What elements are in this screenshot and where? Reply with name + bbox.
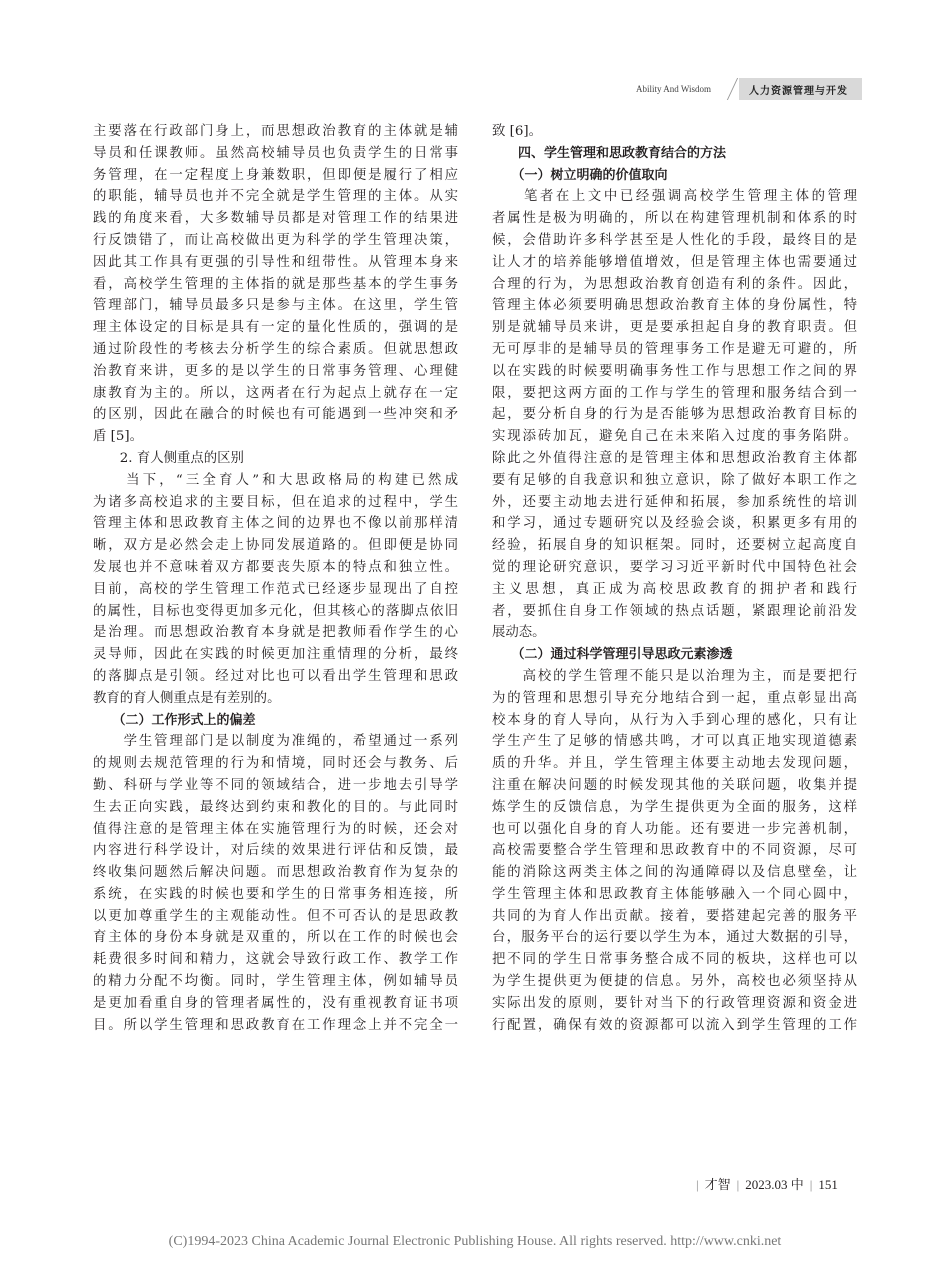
text-line: 限，要把这两方面的工作与学生的管理和服务结合到一 [492,385,857,401]
text-line: 者，要抓住自身工作领域的热点话题，紧跟理论前沿发 [492,603,857,619]
text-line: 觉的理论研究意识，要学习习近平新时代中国特色社会 [492,559,857,575]
text-line: （二）工作形式上的偏差 [93,712,256,728]
text-line: 校本身的育人导向，从行为入手到心理的感化，只有让 [492,712,857,728]
text-line: 主义思想，真正成为高校思政教育的拥护者和践行 [492,581,857,597]
text-line: 践的角度来看，大多数辅导员都是对管理工作的结果进 [93,211,458,227]
text-line: 是治理。而思想政治教育本身就是把教师看作学生的心 [93,625,458,641]
text-line: 看，高校学生管理的主体指的就是那些基本的学生事务 [93,276,458,292]
text-line: 盾 [5]。 [93,429,144,445]
text-line: 起，要分析自身的行为是否能够为思想政治教育目标的 [492,407,857,423]
text-line: 共同的为育人作出贡献。接着，要搭建起完善的服务平 [492,908,857,924]
text-line: 因此其工作具有更强的引导性和纽带性。从管理本身来 [93,254,458,270]
text-line: 炼学生的反馈信息，为学生提供更为全面的服务，这样 [492,799,857,815]
text-line: 为诸多高校追求的主要目标，但在追求的过程中，学生 [93,494,458,510]
text-line: 实际出发的原则，要针对当下的行政管理资源和资金进 [492,995,857,1011]
text-line: 让人才的培养能够增值增效，但是管理主体也需要通过 [492,254,857,270]
text-line: 的属性，目标也变得更加多元化，但其核心的落脚点依旧 [93,603,458,619]
text-line: 管理部门，辅导员最多只是参与主体。在这里，学生管 [93,298,458,314]
text-line: 目。所以学生管理和思政教育在工作理念上并不完全一 [93,1017,458,1033]
text-line: 学生产生了足够的情感共鸣，才可以真正地实现道德素 [492,734,857,750]
text-line: 以在实践的时候要明确事务性工作与思想工作之间的界 [492,363,857,379]
text-line: 耗费很多时间和精力，这就会导致行政工作、教学工作 [93,952,458,968]
right-column [492,121,857,1036]
text-line: 学生管理主体和思政教育主体能够融入一个同心圆中， [492,886,857,902]
section-title: 人力资源管理与开发 [739,78,862,100]
page-number: 151 [818,1177,838,1192]
text-line: 治教育来讲，更多的是以学生的日常事务管理、心理健 [93,363,458,379]
text-line: 为学生提供更为便捷的信息。另外，高校也必须坚持从 [492,974,857,990]
running-header [630,78,862,100]
text-line: 学生管理部门是以制度为准绳的，希望通过一系列 [93,734,458,750]
text-line: 外，还要主动地去进行延伸和拓展，参加系统性的培训 [492,494,857,510]
text-line: 是更加看重自身的管理者属性的，没有重视教育证书项 [93,995,458,1011]
text-line: 终收集问题然后解决问题。而思想政治教育作为复杂的 [93,865,458,881]
left-column [93,121,458,1036]
text-line: 康教育为主的。所以，这两者在行为起点上就存在一定 [93,385,458,401]
text-line: 教育的育人侧重点是有差别的。 [93,690,281,706]
text-line: 务管理，在一定程度上身兼数职，但即便是履行了相应 [93,167,458,183]
text-line: 经验，拓展自身的知识框架。同时，还要树立起高度自 [492,538,857,554]
text-line: 育主体的身份本身就是双重的，所以在工作的时候也会 [93,930,458,946]
text-line: 2. 育人侧重点的区别 [93,450,244,466]
text-line: 注重在解决问题的时候发现其他的关联问题，收集并提 [492,777,857,793]
text-line: 能的消除这两类主体之间的沟通障碍以及信息壁垒，让 [492,865,857,881]
text-line: 实现添砖加瓦，避免自己在未来陷入过度的事务陷阱。 [492,429,857,445]
text-line: 要有足够的自我意识和独立意识，除了做好本职工作之 [492,472,857,488]
text-line: 别是就辅导员来讲，更是要承担起自身的教育职责。但 [492,320,857,336]
journal-english-name: Ability And Wisdom [636,84,711,94]
text-line: 内容进行科学设计，对后续的效果进行评估和反馈，最 [93,843,458,859]
copyright-notice: (C)1994-2023 China Academic Journal Electronic Publishing House. All rights reserved. http://www.cnki.net [168,1234,782,1249]
text-line: 目前，高校的学生管理工作范式已经逐步显现出了自控 [93,581,458,597]
page-footer: | 才智 | 2023.03 中 | 151 [696,1177,838,1192]
text-line: 勤、科研与学业等不同的领域结合，进一步地去引导学 [93,777,458,793]
text-line: 管理主体和思政教育主体之间的边界也不像以前那样清 [93,516,458,532]
text-line: 行配置，确保有效的资源都可以流入到学生管理的工作 [492,1017,857,1033]
text-line: 以更加尊重学生的主观能动性。但不可否认的是思政教 [93,908,458,924]
text-line: 高校的学生管理不能只是以治理为主，而是要把行 [492,668,857,684]
text-line: 理主体设定的目标是具有一定的量化性质的，强调的是 [93,320,458,336]
text-line: 晰，双方是必然会走上协同发展道路的。但即便是协同 [93,538,458,554]
text-line: 的职能，辅导员也并不完全就是学生管理的主体。从实 [93,189,458,205]
text-line: 无可厚非的是辅导员的管理事务工作是避无可避的，所 [492,341,857,357]
text-line: 灵导师，因此在实践的时候更加注重情理的分析，最终 [93,647,458,663]
text-line: 行反馈错了，而让高校做出更为科学的学生管理决策， [93,232,458,248]
text-line: 合理的行为，为思想政治教育创造有利的条件。因此， [492,276,857,292]
text-line: 把不同的学生日常事务整合成不同的板块，这样也可以 [492,952,857,968]
text-line: 也可以强化自身的育人功能。还有要进一步完善机制， [492,821,857,837]
text-line: 质的升华。并且，学生管理主体要主动地去发现问题， [492,756,857,772]
text-line: 除此之外值得注意的是管理主体和思想政治教育主体都 [492,450,857,466]
text-line: 高校需要整合学生管理和思政教育中的不同资源，尽可 [492,843,857,859]
text-line: 的精力分配不均衡。同时，学生管理主体，例如辅导员 [93,974,458,990]
text-line: 的落脚点是引领。经过对比也可以看出学生管理和思政 [93,668,458,684]
text-line: 导员和任课教师。虽然高校辅导员也负责学生的日常事 [93,145,458,161]
text-line: 的区别，因此在融合的时候也有可能遇到一些冲突和矛 [93,407,458,423]
text-line: 台，服务平台的运行要以学生为本，通过大数据的引导， [492,930,857,946]
text-line: （二）通过科学管理引导思政元素渗透 [492,647,733,663]
text-line: 发展也并不意味着双方都要丧失原本的特点和独立性。 [93,559,458,575]
text-line: 致 [6]。 [492,124,543,139]
text-line: 的规则去规范管理的行为和情境，同时还会与教务、后 [93,756,458,772]
footer-issue: 2023.03 中 [745,1177,804,1192]
text-line: 系统，在实践的时候也要和学生的日常事务相连接，所 [93,886,458,902]
text-line: 笔者在上文中已经强调高校学生管理主体的管理 [492,189,857,205]
text-line: 候，会借助许多科学甚至是人性化的手段，最终目的是 [492,232,857,248]
text-line: 主要落在行政部门身上，而思想政治教育的主体就是辅 [93,124,458,139]
text-line: 四、学生管理和思政教育结合的方法 [492,145,727,161]
text-line: 和学习，通过专题研究以及经验会谈，积累更多有用的 [492,516,857,532]
text-line: 为的管理和思想引导充分地结合到一起，重点彰显出高 [492,690,857,706]
text-line: 通过阶段性的考核去分析学生的综合素质。但就思想政 [93,341,458,357]
text-line: 展动态。 [492,625,546,641]
text-line: 当下，“三全育人”和大思政格局的构建已然成 [93,472,458,488]
text-line: （一）树立明确的价值取向 [492,167,668,183]
text-line: 者属性是极为明确的，所以在构建管理机制和体系的时 [492,211,857,227]
text-line: 值得注意的是管理主体在实施管理行为的时候，还会对 [93,821,458,837]
text-line: 生去正向实践，最终达到约束和教化的目的。与此同时 [93,799,458,815]
text-line: 管理主体必须要明确思想政治教育主体的身份属性，特 [492,298,857,314]
footer-journal: 才智 [704,1177,731,1192]
